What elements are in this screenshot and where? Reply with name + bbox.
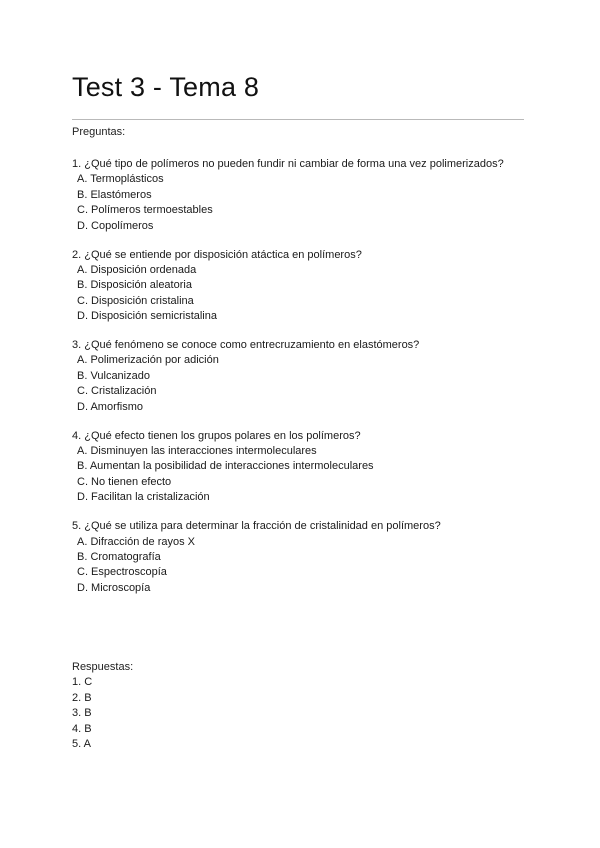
- option-c: C. Disposición cristalina: [77, 294, 194, 307]
- question-text: 3. ¿Qué fenómeno se conoce como entrecruzamiento en elastómeros?: [72, 339, 420, 352]
- option-c: C. Polímeros termoestables: [77, 204, 213, 217]
- option-c: C. Cristalización: [77, 385, 157, 398]
- option-a: A. Difracción de rayos X: [77, 535, 195, 548]
- questions-label: Preguntas:: [72, 126, 126, 138]
- option-a: A. Termoplásticos: [77, 173, 164, 186]
- option-list: [72, 535, 532, 597]
- option-b: B. Elastómeros: [77, 188, 152, 201]
- question-3: [72, 338, 532, 415]
- question-5: [72, 519, 532, 596]
- option-list: [72, 444, 532, 506]
- answers-label: Respuestas:: [72, 661, 134, 673]
- question-text: 5. ¿Qué se utiliza para determinar la fracción de cristalinidad en polímeros?: [72, 520, 441, 533]
- answer-item: 5. A: [72, 738, 91, 751]
- answers-section: [72, 660, 133, 752]
- option-d: D. Disposición semicristalina: [77, 310, 217, 323]
- answer-list: [72, 675, 133, 752]
- option-a: A. Polimerización por adición: [77, 354, 219, 367]
- option-d: D. Microscopía: [77, 581, 151, 594]
- answer-item: 2. B: [72, 691, 92, 704]
- option-list: [72, 263, 532, 325]
- option-b: B. Disposición aleatoria: [77, 279, 192, 292]
- option-b: B. Vulcanizado: [77, 369, 150, 382]
- question-text: 1. ¿Qué tipo de polímeros no pueden fundir ni cambiar de forma una vez polimerizados?: [72, 158, 504, 170]
- answer-item: 3. B: [72, 707, 92, 720]
- option-c: C. No tienen efecto: [77, 475, 172, 488]
- title-divider: [72, 119, 524, 120]
- question-list: [72, 157, 532, 610]
- question-2: [72, 248, 532, 325]
- question-1: [72, 157, 532, 234]
- option-a: A. Disminuyen las interacciones intermoleculares: [77, 445, 317, 457]
- option-b: B. Aumentan la posibilidad de interacciones intermoleculares: [77, 460, 374, 473]
- question-text: 4. ¿Qué efecto tienen los grupos polares en los polímeros?: [72, 429, 361, 442]
- option-d: D. Copolímeros: [77, 219, 154, 232]
- option-list: [72, 353, 532, 415]
- option-c: C. Espectroscopía: [77, 566, 167, 579]
- question-4: [72, 429, 532, 506]
- option-a: A. Disposición ordenada: [77, 263, 197, 276]
- answer-item: 1. C: [72, 676, 93, 689]
- question-text: 2. ¿Qué se entiende por disposición atáctica en polímeros?: [72, 248, 362, 261]
- option-b: B. Cromatografía: [77, 550, 161, 563]
- answer-item: 4. B: [72, 722, 92, 735]
- page-title: Test 3 - Tema 8: [72, 72, 260, 102]
- option-list: [72, 172, 532, 234]
- option-d: D. Amorfismo: [77, 400, 144, 413]
- option-d: D. Facilitan la cristalización: [77, 491, 210, 504]
